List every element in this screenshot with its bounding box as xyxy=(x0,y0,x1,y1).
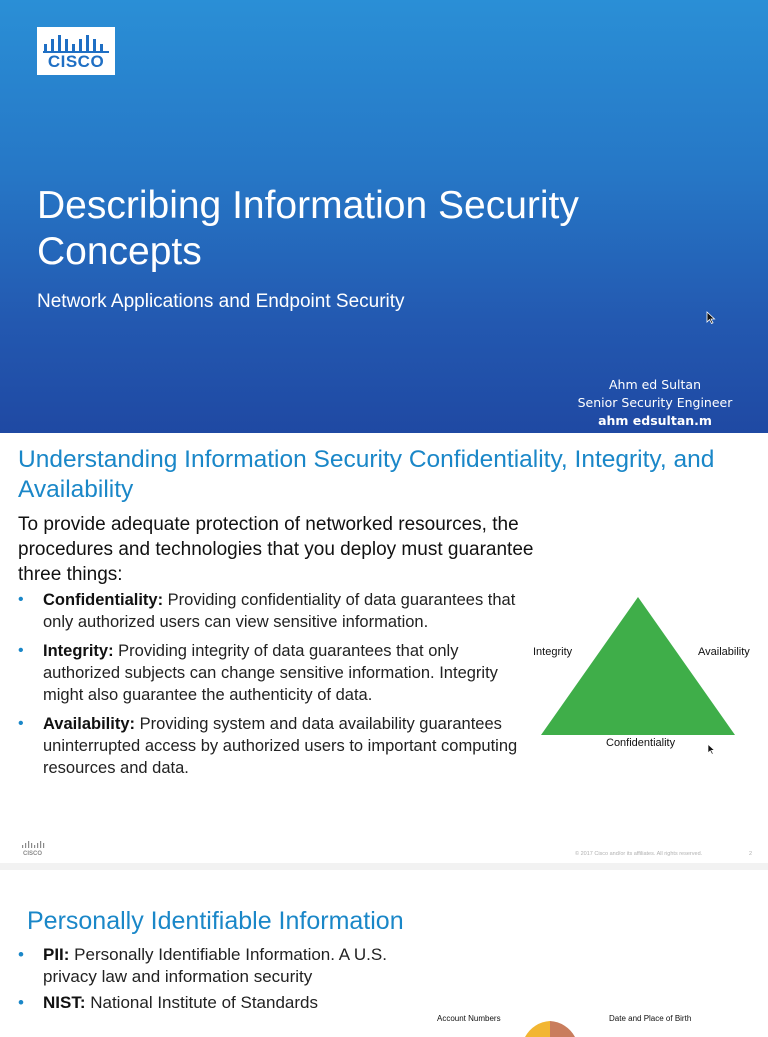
bullet-availability xyxy=(18,713,538,779)
bullet-term: NIST: xyxy=(43,993,86,1012)
intro-text: To provide adequate protection of networked resources, the procedures and technologies that you deploy must guarantee three things: xyxy=(18,514,534,585)
diagram-label-confidentiality: Confidentiality xyxy=(606,737,676,749)
slide-subtitle: Network Applications and Endpoint Security xyxy=(37,291,405,312)
bullet-dot-icon: • xyxy=(18,642,24,659)
bullet-list xyxy=(18,589,538,786)
presenter-role: Senior Security Engineer xyxy=(577,395,733,410)
slide-title: Describing Information Security Concepts xyxy=(37,184,579,273)
bullet-dot-icon: • xyxy=(18,945,24,964)
pii-slide xyxy=(0,870,768,1024)
bullet-text: Providing system and data availability guarantees uninterrupted access by authorized users to important computing resources and data. xyxy=(43,715,518,777)
bullet-integrity xyxy=(18,640,538,706)
presenter-name: Ahm ed Sultan xyxy=(608,377,702,392)
mouse-cursor-icon xyxy=(708,744,715,755)
bullet-dot-icon: • xyxy=(18,715,24,732)
bullet-list xyxy=(18,944,398,1018)
title-slide xyxy=(0,0,768,433)
bullet-dot-icon: • xyxy=(18,591,24,608)
cisco-footer-logo-icon xyxy=(20,841,48,857)
presenter-url[interactable]: ahm edsultan.m xyxy=(598,413,712,428)
diagram-label-account-numbers: Account Numbers xyxy=(437,1014,501,1023)
cisco-logo xyxy=(37,27,115,75)
cisco-logo-text: CISCO xyxy=(47,52,105,71)
diagram-label-availability: Availability xyxy=(698,646,750,658)
bullet-text: National Institute of Standards xyxy=(85,993,318,1012)
bullet-nist xyxy=(18,992,398,1014)
bullet-term: PII: xyxy=(43,945,70,964)
pie-chart-icon xyxy=(520,1017,580,1037)
slide-title: Understanding Information Security Confidentiality, Integrity, and Availability xyxy=(18,446,715,503)
bullet-pii xyxy=(18,944,398,988)
bullet-term: Integrity: xyxy=(43,642,114,660)
bullet-term: Availability: xyxy=(43,715,135,733)
slide-title: Personally Identifiable Information xyxy=(27,907,404,935)
slide-divider xyxy=(0,863,768,870)
diagram-label-integrity: Integrity xyxy=(533,646,573,658)
mouse-cursor-icon xyxy=(707,312,715,324)
cisco-bars-icon xyxy=(43,35,109,53)
bullet-dot-icon: • xyxy=(18,993,24,1012)
footer-logo-text: CISCO xyxy=(23,851,43,857)
bullet-confidentiality xyxy=(18,589,538,633)
page-number: 2 xyxy=(749,851,753,857)
bullet-text: Personally Identifiable Information. A U.S. privacy law and information security xyxy=(43,945,387,986)
bullet-term: Confidentiality: xyxy=(43,591,164,609)
diagram-label-date-of-birth: Date and Place of Birth xyxy=(609,1014,692,1023)
cia-triangle-icon xyxy=(541,597,735,737)
copyright-text: © 2017 Cisco and/or its affiliates. All rights reserved. xyxy=(575,851,703,857)
cia-slide xyxy=(0,433,768,863)
bullet-text: Providing integrity of data guarantees that only authorized subjects can change sensitive information. Integrity might also guarantee the authenticity of data. xyxy=(43,642,498,704)
bullet-text: Providing confidentiality of data guarantees that only authorized users can view sensitive information. xyxy=(43,591,516,631)
